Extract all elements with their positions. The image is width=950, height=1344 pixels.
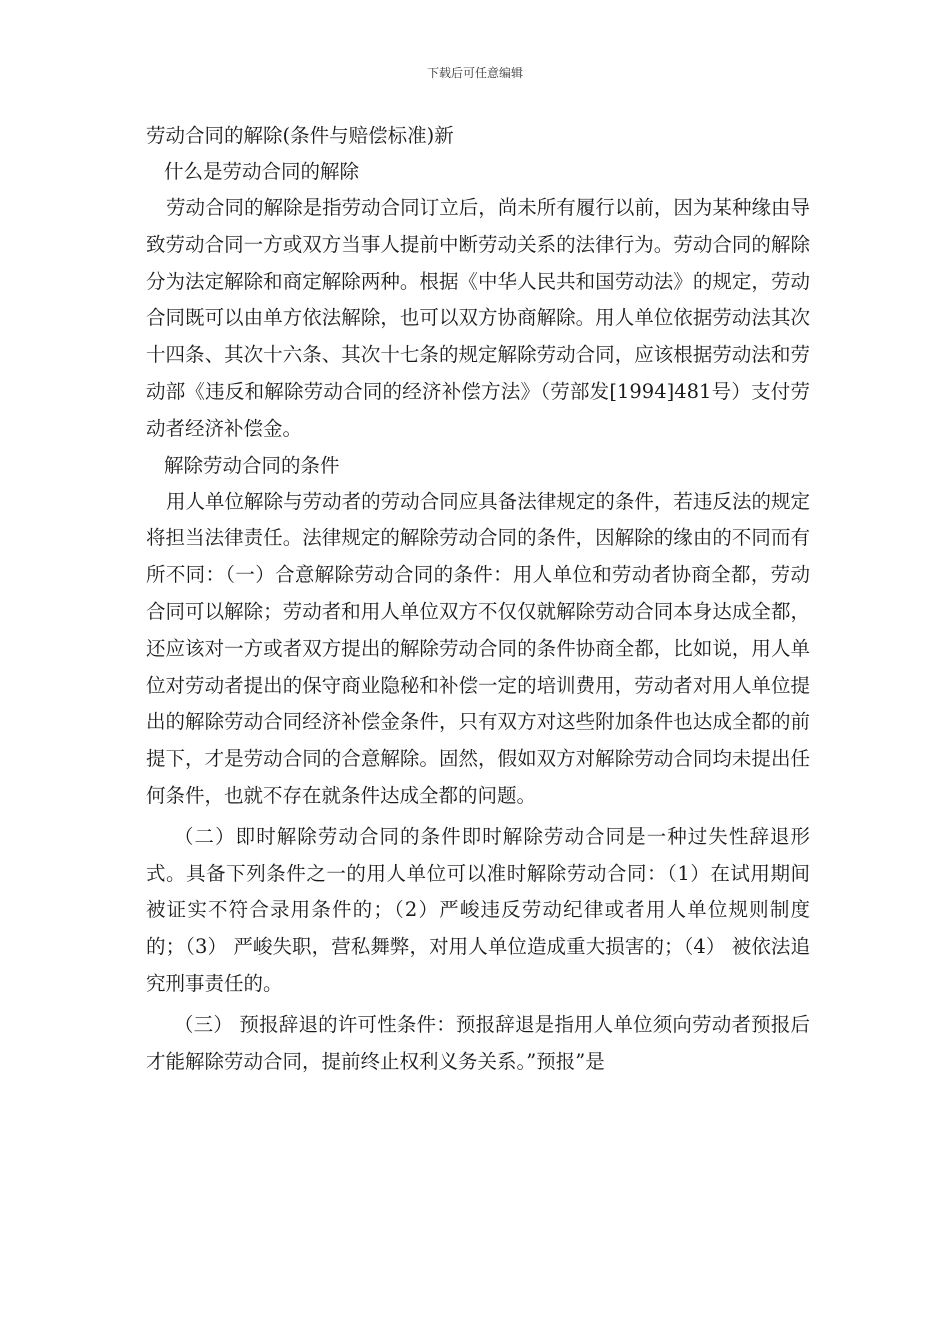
document-body [146,118,810,1080]
page-header-note: 下载后可任意编辑 [426,66,523,80]
section-heading-conditions: 解除劳动合同的条件 [164,453,340,477]
paragraph-immediate-termination: （二）即时解除劳动合同的条件即时解除劳动合同是一种过失性辞退形式。具备下列条件之一的用人单位可以准时解除劳动合同：（1）在试用期间被证实不符合录用条件的；（2）严峻违反劳动纪律或者用人单位规则制度的；（3） 严峻失职，营私舞弊，对用人单位造成重大损害的；（4） 被依法追究刑事责任的。 [146,824,810,995]
section-heading-what-is-termination: 什么是劳动合同的解除 [164,160,360,183]
paragraph-definition: 劳动合同的解除是指劳动合同订立后，尚未所有履行以前，因为某种缘由导致劳动合同一方或双方当事人提前中断劳动关系的法律行为。劳动合同的解除分为法定解除和商定解除两种。根据《中华人民共和国劳动法》的规定，劳动合同既可以由单方依法解除，也可以双方协商解除。用人单位依据劳动法其次十四条、其次十六条、其次十七条的规定解除劳动合同，应该根据劳动法和劳动部《违反和解除劳动合同的经济补偿方法》（劳部发[1994]481号）支付劳动者经济补偿金。 [146,196,810,440]
document-title: 劳动合同的解除(条件与赔偿标准)新 [146,124,454,147]
paragraph-notice-dismissal: （三） 预报辞退的许可性条件：预报辞退是指用人单位须向劳动者预报后才能解除劳动合同，提前终止权利义务关系。”预报”是 [146,1012,810,1073]
paragraph-conditions: 用人单位解除与劳动者的劳动合同应具备法律规定的条件，若违反法的规定将担当法律责任。法律规定的解除劳动合同的条件，因解除的缘由的不同而有所不同：（一）合意解除劳动合同的条件：用人单位和劳动者协商全都，劳动合同可以解除；劳动者和用人单位双方不仅仅就解除劳动合同本身达成全都，还应该对一方或者双方提出的解除劳动合同的条件协商全都，比如说，用人单位对劳动者提出的保守商业隐秘和补偿一定的培训费用，劳动者对用人单位提出的解除劳动合同经济补偿金条件，只有双方对这些附加条件也达成全都的前提下，才是劳动合同的合意解除。固然，假如双方对解除劳动合同均未提出任何条件，也就不存在就条件达成全都的问题。 [146,489,810,807]
